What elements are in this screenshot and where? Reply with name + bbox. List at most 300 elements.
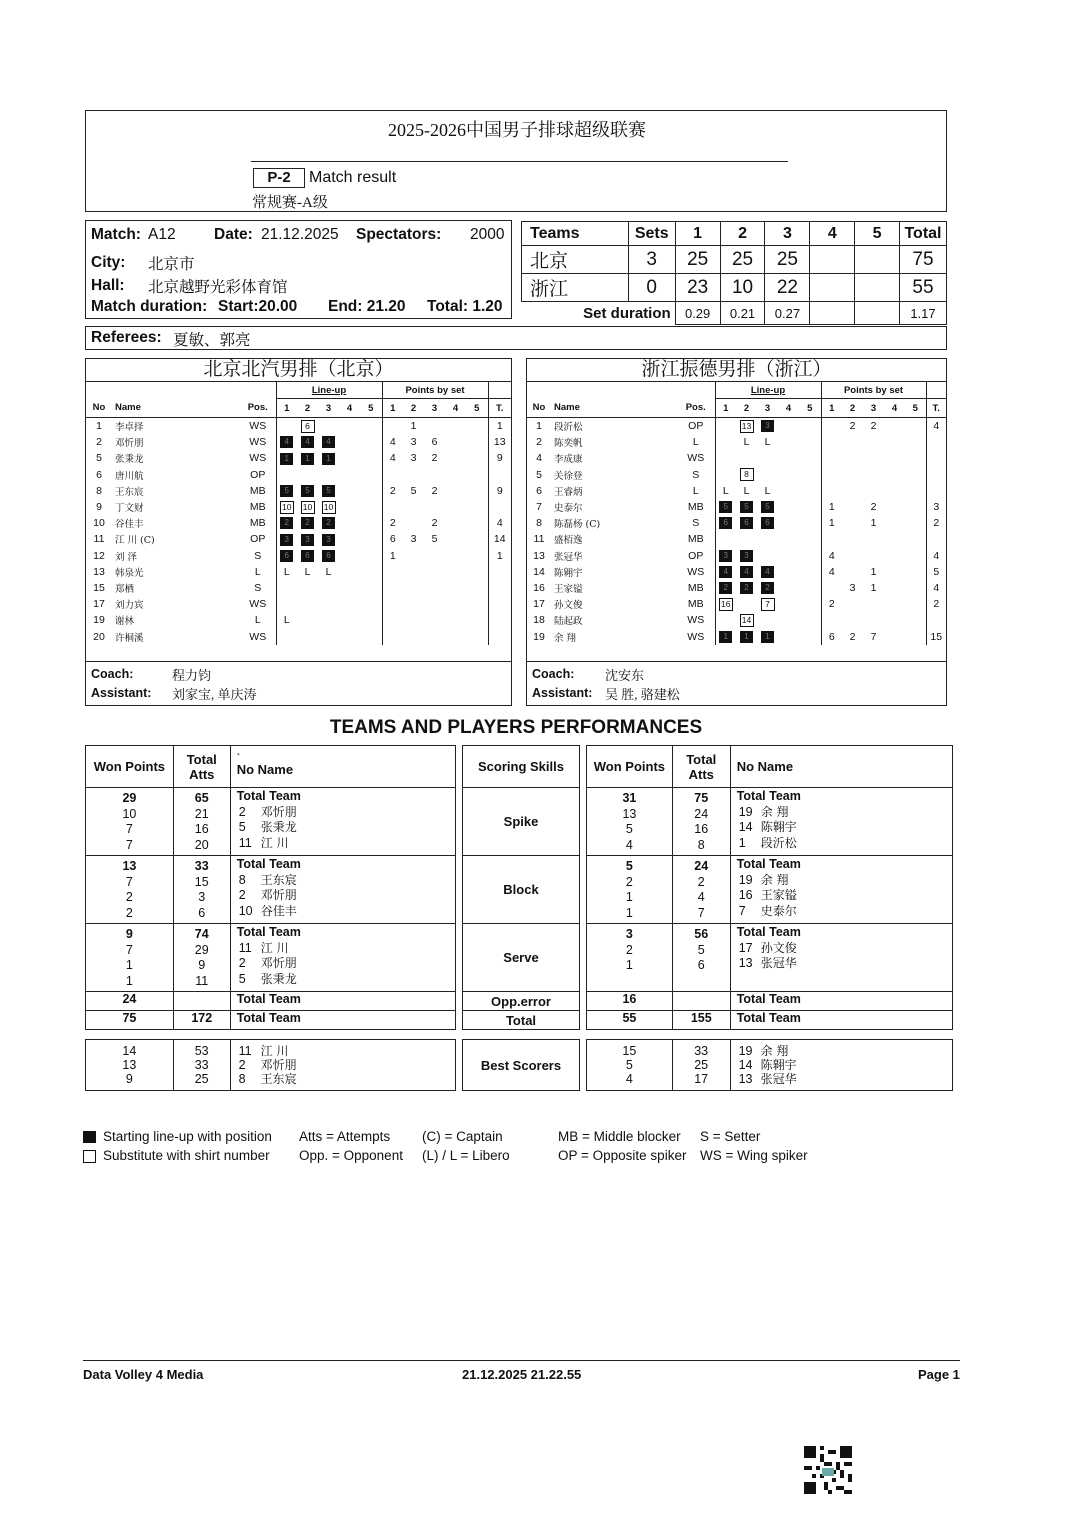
perf-player-number: 11	[238, 940, 252, 955]
starting-position-box: 6	[719, 517, 732, 529]
lineup-cell	[276, 628, 297, 644]
lineup-cell	[297, 434, 318, 450]
match-date: 21.12.2025	[261, 226, 339, 243]
legend-libero: (L) / L = Libero	[422, 1148, 510, 1163]
perf-skill-row	[587, 924, 953, 992]
points-set-header: 4	[445, 399, 466, 418]
set-points	[403, 580, 424, 596]
player-number: 2	[96, 436, 102, 449]
player-total: 4	[488, 515, 511, 531]
set-points	[842, 483, 863, 499]
lineup-cell	[318, 612, 339, 628]
set-points	[863, 612, 884, 628]
player-name: 盛栢逸	[554, 535, 583, 547]
set-points	[863, 531, 884, 547]
player-row	[86, 580, 511, 596]
lineup-cell	[339, 499, 360, 515]
player-row	[527, 564, 946, 580]
substitute-number-box: 14	[740, 614, 754, 627]
set-score: 25	[765, 246, 810, 274]
best-scorers-label-table	[462, 1039, 580, 1091]
results-row-away	[522, 274, 947, 302]
lineup-cell	[297, 628, 318, 644]
starting-position-box: 1	[322, 453, 335, 465]
player-name: 李成康	[554, 454, 583, 466]
player-row	[527, 450, 946, 466]
legend-captain: (C) = Captain	[422, 1129, 503, 1144]
set-points	[445, 548, 466, 564]
starting-position-box: 2	[740, 582, 753, 594]
player-position: L	[254, 565, 261, 578]
set-duration	[855, 302, 900, 325]
perf-player	[237, 972, 455, 988]
sets-won: 0	[628, 274, 675, 302]
footer-center: 21.12.2025 21.22.55	[462, 1367, 582, 1382]
referees-box	[85, 326, 947, 350]
set-score	[810, 246, 855, 274]
set-points	[905, 434, 926, 450]
lineup-cell	[778, 580, 799, 596]
starting-position-box: 3	[280, 534, 293, 546]
team-a-box	[85, 358, 512, 706]
total-atts: 5	[697, 942, 705, 957]
lineup-cell	[339, 483, 360, 499]
starting-position-box: 3	[740, 550, 753, 562]
player-position: OP	[250, 533, 266, 546]
set-points	[403, 628, 424, 644]
total-atts: 33	[194, 1058, 209, 1072]
libero-mark: L	[722, 484, 729, 497]
set-points	[884, 628, 905, 644]
starting-position-box: 3	[322, 534, 335, 546]
perf-player-name: 余 翔	[760, 1044, 789, 1058]
lineup-cell	[339, 467, 360, 483]
total-team-label: Total Team	[236, 857, 301, 871]
set-points: 2	[870, 501, 877, 514]
lineup-cell	[799, 467, 821, 483]
set-points	[905, 483, 926, 499]
perf-player-name: 陈翱宇	[760, 820, 797, 835]
set-points: 2	[382, 483, 403, 499]
col-name: Name	[112, 399, 240, 418]
lineup-cell	[318, 467, 339, 483]
starting-position-box: 4	[761, 566, 774, 578]
won-points: 9	[125, 1072, 133, 1086]
set-points	[382, 467, 403, 483]
set-points	[905, 531, 926, 547]
player-number: 7	[536, 501, 542, 514]
libero-mark: L	[764, 484, 771, 497]
lineup-cell	[360, 548, 382, 564]
perf-player-name: 江 川	[260, 1044, 289, 1058]
lineup-cell	[715, 564, 736, 580]
lineup-cell	[757, 483, 778, 499]
points-set-header: 1	[382, 399, 403, 418]
points-set-header: 3	[863, 399, 884, 418]
set-points	[842, 515, 863, 531]
player-position: MB	[687, 598, 704, 611]
libero-mark: L	[283, 614, 290, 627]
won-points: 16	[587, 992, 673, 1011]
total-duration: Total: 1.20	[427, 298, 503, 315]
team-b-roster	[527, 382, 946, 645]
lineup-cell	[360, 628, 382, 644]
player-number: 10	[93, 517, 105, 530]
performance-table-b	[586, 745, 953, 1030]
player-name: 韩泉光	[115, 567, 144, 579]
player-row	[86, 450, 511, 466]
total-atts: 7	[697, 905, 705, 920]
lineup-cell	[360, 531, 382, 547]
assistant-names: 刘家宝, 单庆涛	[172, 687, 257, 702]
player-number: 16	[533, 581, 545, 594]
player-number: 11	[533, 533, 545, 546]
libero-mark: L	[325, 565, 332, 578]
player-name: 关徐登	[554, 470, 583, 482]
league-title: 2025-2026中国男子排球超级联赛	[388, 120, 646, 140]
lineup-cell	[297, 612, 318, 628]
player-name: 丁文财	[115, 503, 144, 515]
roster-group-header	[527, 382, 946, 399]
set-points	[445, 434, 466, 450]
set-points: 1	[870, 517, 877, 530]
won-points: 10	[122, 806, 137, 821]
total-atts: 33	[194, 859, 209, 873]
lineup-cell	[318, 564, 339, 580]
player-row	[86, 434, 511, 450]
starting-position-box: 1	[761, 631, 774, 643]
won-points: 2	[625, 942, 633, 957]
player-number: 12	[93, 549, 105, 562]
hall-value: 北京越野光彩体育馆	[148, 279, 288, 296]
lineup-cell	[339, 434, 360, 450]
set-points	[466, 483, 488, 499]
starting-position-box: 2	[301, 517, 314, 529]
player-name: 刘 泽	[115, 551, 138, 563]
set-points: 6	[431, 436, 438, 449]
lineup-cell	[778, 548, 799, 564]
set-duration-label: Set duration	[522, 302, 676, 325]
total-atts: 65	[194, 791, 209, 805]
lineup-cell	[799, 596, 821, 612]
match-info-box	[85, 220, 512, 319]
set-points	[842, 564, 863, 580]
total-atts: 20	[194, 837, 209, 852]
player-row	[86, 548, 511, 564]
perf-player-number: 17	[738, 940, 753, 955]
skill-name: Total	[463, 1011, 580, 1030]
footer-left: Data Volley 4 Media	[83, 1367, 204, 1382]
set-points: 1	[821, 499, 842, 515]
total-atts: 6	[697, 958, 705, 973]
total-atts: 16	[194, 822, 209, 837]
lineup-cell	[297, 483, 318, 499]
set-points	[445, 564, 466, 580]
player-total: 4	[926, 548, 946, 564]
set-points	[382, 564, 403, 580]
lineup-cell	[736, 450, 757, 466]
skill-name: Block	[463, 856, 580, 924]
footer-rule	[83, 1360, 960, 1361]
set-score: 23	[675, 274, 720, 302]
player-position: OP	[688, 420, 704, 433]
player-name: 刘力宾	[115, 600, 144, 612]
set-points	[445, 628, 466, 644]
won-points: 4	[625, 837, 633, 852]
set-points: 1	[410, 420, 417, 433]
lineup-cell	[339, 612, 360, 628]
player-name: 李卓择	[115, 422, 144, 434]
perf-skill-row	[86, 856, 456, 924]
lineup-cell	[778, 434, 799, 450]
lineup-cell	[715, 580, 736, 596]
lineup-set-header: 5	[799, 399, 821, 418]
set-points: 6	[821, 628, 842, 644]
points-set-header: 3	[424, 399, 445, 418]
results-header-row	[522, 222, 947, 246]
total-atts-header: Total Atts	[173, 746, 230, 788]
player-name: 孙文俊	[554, 600, 583, 612]
match-label: Match:	[91, 226, 141, 243]
player-name: 王家镒	[554, 583, 583, 595]
total-atts: 172	[173, 1011, 230, 1030]
player-number: 1	[536, 420, 542, 433]
player-total	[488, 612, 511, 628]
total-atts	[672, 992, 730, 1011]
lineup-set-header: 2	[736, 399, 757, 418]
player-position: MB	[249, 484, 266, 497]
player-position: WS	[687, 630, 705, 643]
set-points	[403, 596, 424, 612]
won-points: 13	[622, 806, 637, 821]
set-points: 3	[849, 581, 856, 594]
title-rule	[251, 161, 788, 162]
set-points: 3	[410, 452, 417, 465]
assistant-label: Assistant:	[532, 686, 593, 700]
player-total: 14	[488, 531, 511, 547]
set-points	[821, 483, 842, 499]
player-position: WS	[687, 565, 705, 578]
lineup-cell	[757, 515, 778, 531]
lineup-cell	[339, 450, 360, 466]
coach-name: 程力钧	[172, 668, 212, 683]
total-atts: 16	[694, 822, 709, 837]
starting-position-box: 4	[322, 436, 335, 448]
player-row	[86, 467, 511, 483]
no-name-header	[730, 746, 952, 788]
libero-mark: L	[764, 436, 771, 449]
player-position: MB	[249, 517, 266, 530]
lineup-cell	[339, 418, 360, 435]
perf-player	[737, 956, 952, 972]
lineup-cell	[778, 418, 799, 435]
lineup-cell	[757, 418, 778, 435]
perf-player	[237, 941, 455, 957]
set-points: 2	[431, 484, 438, 497]
set-points	[466, 596, 488, 612]
player-number: 15	[93, 581, 105, 594]
set-points	[445, 596, 466, 612]
lineup-cell	[276, 434, 297, 450]
coach-divider	[527, 661, 946, 662]
player-row	[527, 467, 946, 483]
perf-total-row	[587, 1011, 953, 1030]
substitute-number-box: 10	[280, 501, 294, 514]
player-position: MB	[687, 501, 704, 514]
set-score: 10	[720, 274, 765, 302]
lineup-cell	[318, 628, 339, 644]
libero-mark: L	[743, 484, 750, 497]
set-points	[884, 450, 905, 466]
set-points	[466, 612, 488, 628]
lineup-cell	[799, 612, 821, 628]
lineup-cell	[360, 467, 382, 483]
col-set3: 3	[765, 222, 810, 246]
player-row	[527, 418, 946, 435]
set-points: 3	[410, 436, 417, 449]
col-set2: 2	[720, 222, 765, 246]
won-points: 14	[122, 1044, 137, 1058]
starting-position-box: 2	[761, 582, 774, 594]
player-name: 张冠华	[554, 551, 583, 563]
set-score: 22	[765, 274, 810, 302]
set-points	[863, 548, 884, 564]
total-atts: 6	[198, 905, 206, 920]
total-atts	[173, 992, 230, 1011]
lineup-cell	[715, 450, 736, 466]
set-points	[403, 548, 424, 564]
set-points	[884, 612, 905, 628]
set-points	[466, 580, 488, 596]
player-row	[527, 548, 946, 564]
won-points: 7	[125, 837, 133, 852]
set-points: 7	[870, 630, 877, 643]
starting-position-box: 5	[719, 501, 732, 513]
set-duration: 0.29	[675, 302, 720, 325]
set-score: 25	[720, 246, 765, 274]
perf-player-name: 余 翔	[760, 804, 789, 819]
set-points	[382, 628, 403, 644]
col-no: No	[86, 399, 112, 418]
won-points: 7	[125, 822, 133, 837]
set-points	[382, 418, 403, 435]
won-points: 7	[125, 942, 133, 957]
set-points	[821, 467, 842, 483]
lineup-cell	[736, 596, 757, 612]
perf-player-number: 11	[238, 835, 252, 850]
end-time: End: 21.20	[328, 298, 406, 315]
lineup-set-header: 5	[360, 399, 382, 418]
set-points	[863, 450, 884, 466]
player-name: 谷佳丰	[115, 519, 144, 531]
player-total	[926, 434, 946, 450]
set-points	[821, 531, 842, 547]
set-points	[445, 580, 466, 596]
starting-position-box: 6	[322, 550, 335, 562]
perf-total-row	[86, 1011, 456, 1030]
player-total	[488, 580, 511, 596]
lineup-cell	[339, 531, 360, 547]
starting-position-box: 6	[761, 517, 774, 529]
perf-player-name: 邓忻朋	[260, 804, 297, 819]
lineup-set-header: 3	[757, 399, 778, 418]
lineup-cell	[360, 596, 382, 612]
player-position: WS	[249, 420, 267, 433]
lineup-cell	[276, 564, 297, 580]
starting-position-box: 4	[301, 436, 314, 448]
lineup-cell	[757, 450, 778, 466]
skill-name: Opp.error	[463, 992, 580, 1011]
set-points: 2	[431, 517, 438, 530]
perf-player-number: 2	[238, 1058, 246, 1072]
lineup-cell	[318, 483, 339, 499]
set-points	[884, 564, 905, 580]
set-points	[382, 612, 403, 628]
perf-player	[237, 820, 455, 836]
perf-player-name: 王东宸	[260, 872, 297, 887]
set-points: 2	[849, 420, 856, 433]
won-points: 55	[587, 1011, 673, 1030]
legend-opp: Opp. = Opponent	[299, 1148, 403, 1163]
won-points: 1	[625, 958, 633, 973]
set-points	[905, 580, 926, 596]
won-points: 2	[125, 890, 133, 905]
lineup-cell	[715, 434, 736, 450]
lineup-cell	[276, 483, 297, 499]
total-atts: 24	[694, 859, 709, 873]
won-points: 1	[625, 905, 633, 920]
set-points	[403, 499, 424, 515]
lineup-cell	[799, 450, 821, 466]
libero-mark: L	[283, 565, 290, 578]
perf-player-number: 2	[238, 804, 246, 819]
set-points	[445, 467, 466, 483]
points-header: Points by set	[821, 382, 926, 399]
lineup-cell	[778, 515, 799, 531]
substitute-number-box: 6	[301, 420, 315, 433]
perf-player-number: 13	[738, 956, 753, 971]
lineup-cell	[757, 434, 778, 450]
total-team-label: Total Team	[736, 925, 801, 939]
lineup-cell	[297, 515, 318, 531]
perf-player	[737, 805, 952, 821]
lineup-cell	[360, 564, 382, 580]
player-row	[86, 499, 511, 515]
lineup-cell	[276, 515, 297, 531]
match-id: A12	[148, 226, 176, 243]
team-a-name: 北京北汽男排（北京）	[86, 359, 511, 382]
perf-player	[737, 1044, 952, 1058]
set-points: 1	[870, 581, 877, 594]
player-total	[488, 499, 511, 515]
perf-opp-error-row	[587, 992, 953, 1011]
lineup-cell	[318, 580, 339, 596]
player-position: WS	[249, 452, 267, 465]
scoring-skills-header: Scoring Skills	[463, 746, 580, 788]
player-position: S	[254, 581, 262, 594]
set-points	[445, 418, 466, 435]
scoring-skills-table	[462, 745, 580, 1030]
lineup-cell	[360, 434, 382, 450]
won-points: 1	[125, 958, 133, 973]
player-row	[527, 531, 946, 547]
perf-player-number: 1	[738, 835, 746, 850]
set-points	[445, 450, 466, 466]
lineup-cell	[276, 548, 297, 564]
player-total: 2	[926, 515, 946, 531]
won-points: 2	[125, 905, 133, 920]
player-name: 许桐溪	[115, 632, 144, 644]
